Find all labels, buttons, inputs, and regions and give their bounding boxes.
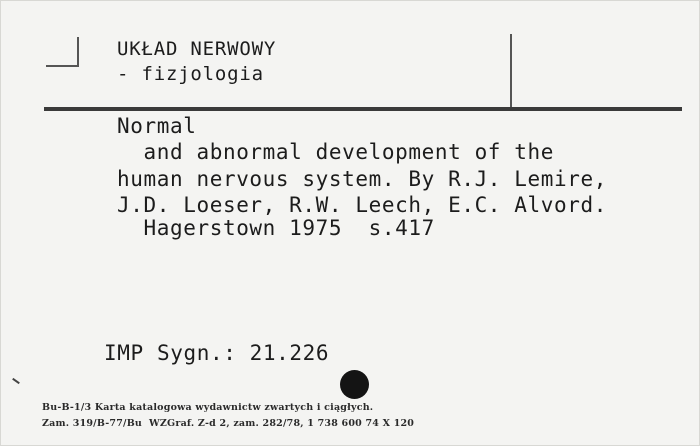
tick-mark bbox=[12, 378, 20, 384]
punch-hole bbox=[340, 370, 369, 399]
record-title-line-3: human nervous system. By R.J. Lemire, bbox=[117, 167, 607, 191]
record-imprint: Hagerstown 1975 s.417 bbox=[117, 216, 435, 240]
footer-line-1: Bu-B-1/3 Karta katalogowa wydawnictw zwartych i ciągłych. bbox=[42, 402, 374, 413]
record-title-line-1: Normal bbox=[117, 114, 197, 138]
corner-mark-horizontal bbox=[46, 65, 79, 67]
header-rule bbox=[44, 107, 682, 111]
record-title-line-2: and abnormal development of the bbox=[117, 140, 555, 164]
footer-line-2: Zam. 319/B-77/Bu WZGraf. Z-d 2, zam. 282/78, 1 738 600 74 X 120 bbox=[42, 418, 415, 429]
corner-mark-vertical bbox=[77, 37, 79, 66]
call-number: IMP Sygn.: 21.226 bbox=[104, 341, 330, 365]
header-divider bbox=[510, 34, 512, 108]
subject-subheading: - fizjologia bbox=[117, 63, 264, 85]
record-title-line-4: J.D. Loeser, R.W. Leech, E.C. Alvord. bbox=[117, 193, 607, 217]
subject-heading: UKŁAD NERWOWY bbox=[117, 38, 277, 60]
